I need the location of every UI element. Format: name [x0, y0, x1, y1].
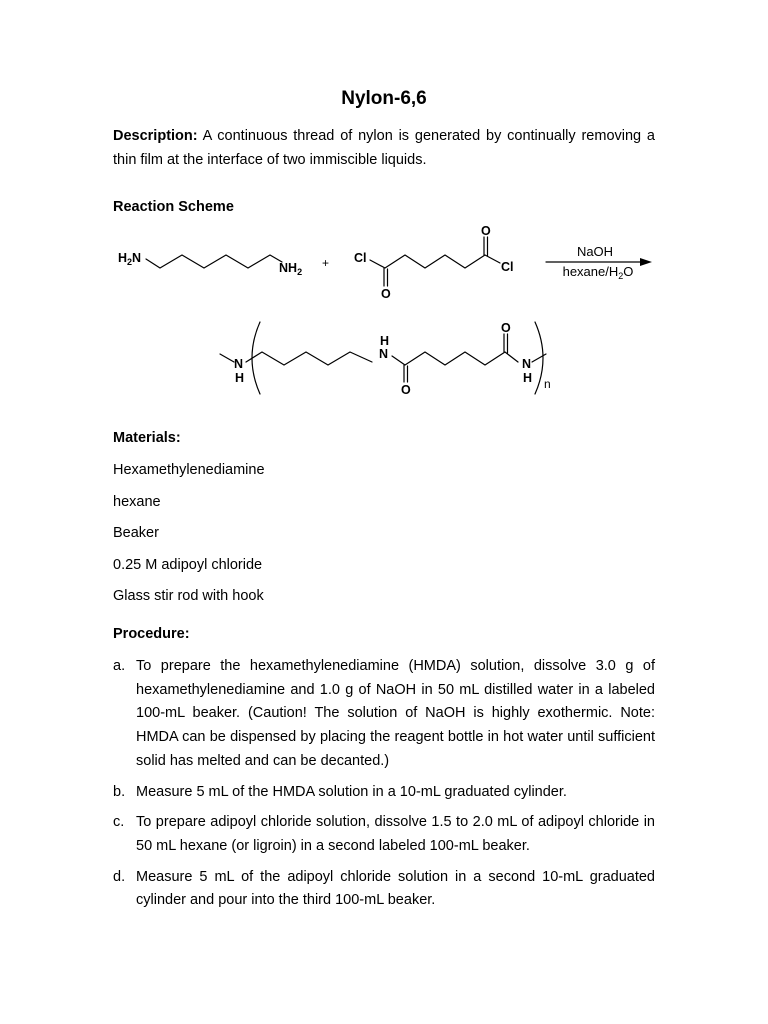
material-item: hexane	[113, 493, 161, 510]
reaction-arrow-head	[640, 258, 652, 266]
polymer-n-left: N	[234, 357, 244, 371]
description-text: A continuous thread of nylon is generated by continually removing a thin film at the interface of two immiscible liquids.	[113, 128, 655, 168]
material-item: 0.25 M adipoyl chloride	[113, 556, 263, 573]
procedure-step	[113, 866, 655, 913]
step-text: Measure 5 mL of the adipoyl chloride solution in a second 10-mL graduated cylinder and pour into the third 100-mL beaker.	[136, 868, 655, 909]
step-text: To prepare the hexamethylenediamine (HMDA) solution, dissolve 3.0 g of hexamethylenediamine and 1.0 g of NaOH in 50 mL distilled water in a labeled 100-mL beaker. (Caution! The solution of NaOH is highly exothermic. Note: HMDA can be dispensed by placing the reagent bottle in hot water until sufficient solid has melted and can be decanted.)	[136, 658, 655, 769]
label-o-right: O	[481, 224, 491, 238]
polymer-end-bond-right	[532, 354, 546, 362]
materials-heading: Materials:	[113, 430, 181, 446]
polymer-n-mid: N	[379, 347, 389, 361]
procedure-list	[113, 655, 655, 920]
label-h2n: $H_2N$	[118, 251, 142, 267]
reagent-naoh: NaOH	[576, 244, 614, 259]
polymer-o-bottom: O	[401, 383, 411, 397]
label-nh2: $NH_2$	[279, 261, 303, 277]
plus-sign: +	[322, 256, 330, 270]
polymer-diamine-chain	[246, 352, 372, 365]
label-cl-right: Cl	[501, 260, 514, 274]
step-text: To prepare adipoyl chloride solution, dissolve 1.5 to 2.0 mL of adipoyl chloride in 50 mL hexane (or ligroin) in a second labeled 100-mL beaker.	[136, 814, 655, 854]
step-marker: c.	[113, 814, 125, 831]
material-item: Hexamethylenediamine	[113, 462, 265, 478]
material-item: Glass stir rod with hook	[113, 588, 264, 605]
polymer-o-top: O	[501, 321, 511, 335]
page-title: Nylon-6,6	[341, 88, 427, 109]
polymer-h-right: H	[523, 371, 533, 385]
acid-chloride-chain	[370, 255, 500, 268]
materials-list	[113, 458, 265, 616]
polymer-end-bond-left	[220, 354, 234, 362]
procedure-step	[113, 811, 655, 858]
description-label: Description:	[113, 128, 198, 144]
diamine-chain	[146, 255, 282, 268]
polymer-diacid-chain	[392, 352, 518, 365]
repeat-unit-n: n	[544, 377, 551, 391]
step-marker: d.	[113, 868, 126, 885]
polymer-n-right: N	[522, 357, 532, 371]
reagent-solvent: hexane/$H_2O$	[562, 264, 634, 281]
material-item: Beaker	[113, 525, 159, 542]
procedure-heading: Procedure:	[113, 626, 190, 642]
reaction-scheme-heading: Reaction Scheme	[113, 199, 234, 215]
step-marker: b.	[113, 783, 126, 800]
label-cl-left: Cl	[354, 251, 367, 265]
step-marker: a.	[113, 658, 126, 674]
polymer-h-mid: H	[380, 334, 390, 348]
step-text: Measure 5 mL of the HMDA solution in a 10-mL graduated cylinder.	[136, 783, 567, 800]
procedure-step	[113, 655, 655, 774]
polymer-h-left: H	[235, 371, 245, 385]
procedure-step	[113, 781, 655, 805]
label-o-left: O	[381, 287, 391, 301]
